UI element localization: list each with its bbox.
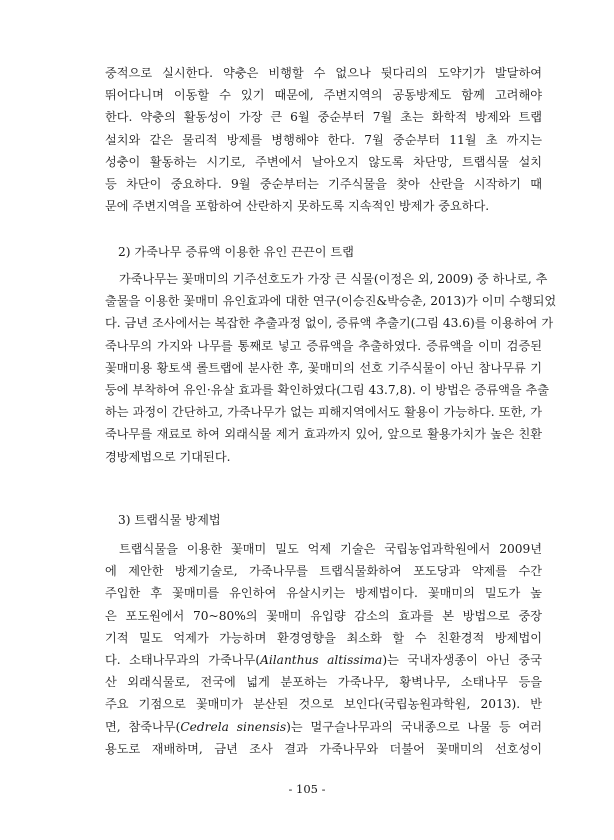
paragraph-line: 가죽나무는 꽃매미의 기주선호도가 가장 큰 식물(이정은 외, 2009) 중 하나로, 추: [119, 272, 548, 286]
paragraph-line: 죽나무의 가지와 나무를 통째로 넣고 증류액을 추출하였다. 증류액을 이미 검증된: [105, 338, 542, 353]
paragraph-1: [105, 62, 542, 217]
paragraph-line: 용도로 재배하며, 금년 조사 결과 가죽나무와 더불어 꽃매미의 선호성이: [105, 741, 542, 756]
paragraph-line: 은 포도원에서 70~80%의 꽃매미 유입량 감소의 효과를 본 방법으로 중장: [105, 608, 542, 623]
paragraph-line: 산 외래식물로, 전국에 넓게 분포하는 가죽나무, 황벽나무, 소태나무 등을: [105, 675, 542, 690]
paragraph-line: 면, 참죽나무(Cedrela sinensis)는 멀구슬나무과의 국내종으로 나물 등 여러: [105, 719, 542, 734]
paragraph-line: 둥에 부착하여 유인·유살 효과를 확인하였다(그림 43.7,8). 이 방법은 증류액을 추출: [105, 383, 550, 398]
paragraph-line: 주입한 후 꽃매미를 유인하여 유살시키는 방제법이다. 꽃매미의 밀도가 높: [105, 586, 542, 601]
paragraph-line: 에 제안한 방제기술로, 가죽나무를 트랩식물화하여 포도당과 약제를 수간: [105, 564, 542, 579]
scientific-name: Ailanthus altissima: [260, 653, 383, 668]
scientific-name: Cedrela sinensis: [180, 719, 287, 734]
paragraph-2: [105, 268, 557, 468]
paragraph-line: 꽃매미용 황토색 롤트랩에 분사한 후, 꽃매미의 선호 기주식물이 아닌 참나무류 기: [105, 360, 542, 375]
paragraph-line: 경방제법으로 기대된다.: [105, 449, 231, 464]
paragraph-line: 트랩식물을 이용한 꽃매미 밀도 억제 기술은 국립농업과학원에서 2009년: [119, 542, 542, 556]
paragraph-line: 기적 밀도 억제가 가능하며 환경영향을 최소화 할 수 친환경적 방제법이: [105, 630, 542, 645]
paragraph-line: 죽나무를 재료로 하여 외래식물 제거 효과까지 있어, 앞으로 활용가치가 높은 친환: [105, 427, 542, 442]
paragraph-line: 다. 금년 조사에서는 복잡한 추출과정 없이, 증류액 추출기(그림 43.6)를 이용하여 가: [105, 316, 554, 331]
paragraph-line: 설치와 같은 물리적 방제를 병행해야 한다. 7월 중순부터 11월 초 까지는: [105, 132, 542, 147]
paragraph-line: 성충이 활동하는 시기로, 주변에서 날아오지 않도록 차단망, 트랩식물 설치: [105, 154, 542, 169]
paragraph-line: 출물을 이용한 꽃매미 유인효과에 대한 연구(이승진&박승춘, 2013)가 이미 수행되었: [105, 294, 557, 309]
paragraph-line: 뛰어다니며 이동할 수 있기 때문에, 주변지역의 공동방제도 함께 고려해야: [105, 88, 542, 103]
section-heading-3: 3) 트랩식물 방제법: [118, 513, 221, 527]
paragraph-line: 등 차단이 중요하다. 9월 중순부터는 기주식물을 찾아 산란을 시작하기 때: [105, 177, 542, 192]
paragraph-line: 문에 주변지역을 포함하여 산란하지 못하도록 지속적인 방제가 중요하다.: [105, 199, 490, 214]
paragraph-line: 하는 과정이 간단하고, 가죽나무가 없는 피해지역에서도 활용이 가능하다. 또한, 가: [105, 405, 542, 420]
paragraph-line: 다. 소태나무과의 가죽나무(Ailanthus altissima)는 국내자생종이 아닌 중국: [105, 653, 542, 668]
paragraph-line: 중적으로 실시한다. 약충은 비행할 수 없으나 뒷다리의 도약기가 발달하여: [105, 66, 542, 80]
paragraph-3: [105, 538, 542, 760]
page-number: - 105 -: [288, 782, 326, 796]
paragraph-line: 주요 기점으로 꽃매미가 분산된 것으로 보인다(국립농원과학원, 2013). 반: [105, 697, 542, 712]
section-heading-2: 2) 가죽나무 증류액 이용한 유인 끈끈이 트랩: [118, 245, 354, 259]
paragraph-line: 한다. 약충의 활동성이 가장 큰 6월 중순부터 7월 초는 화학적 방제와 트랩: [105, 110, 542, 125]
